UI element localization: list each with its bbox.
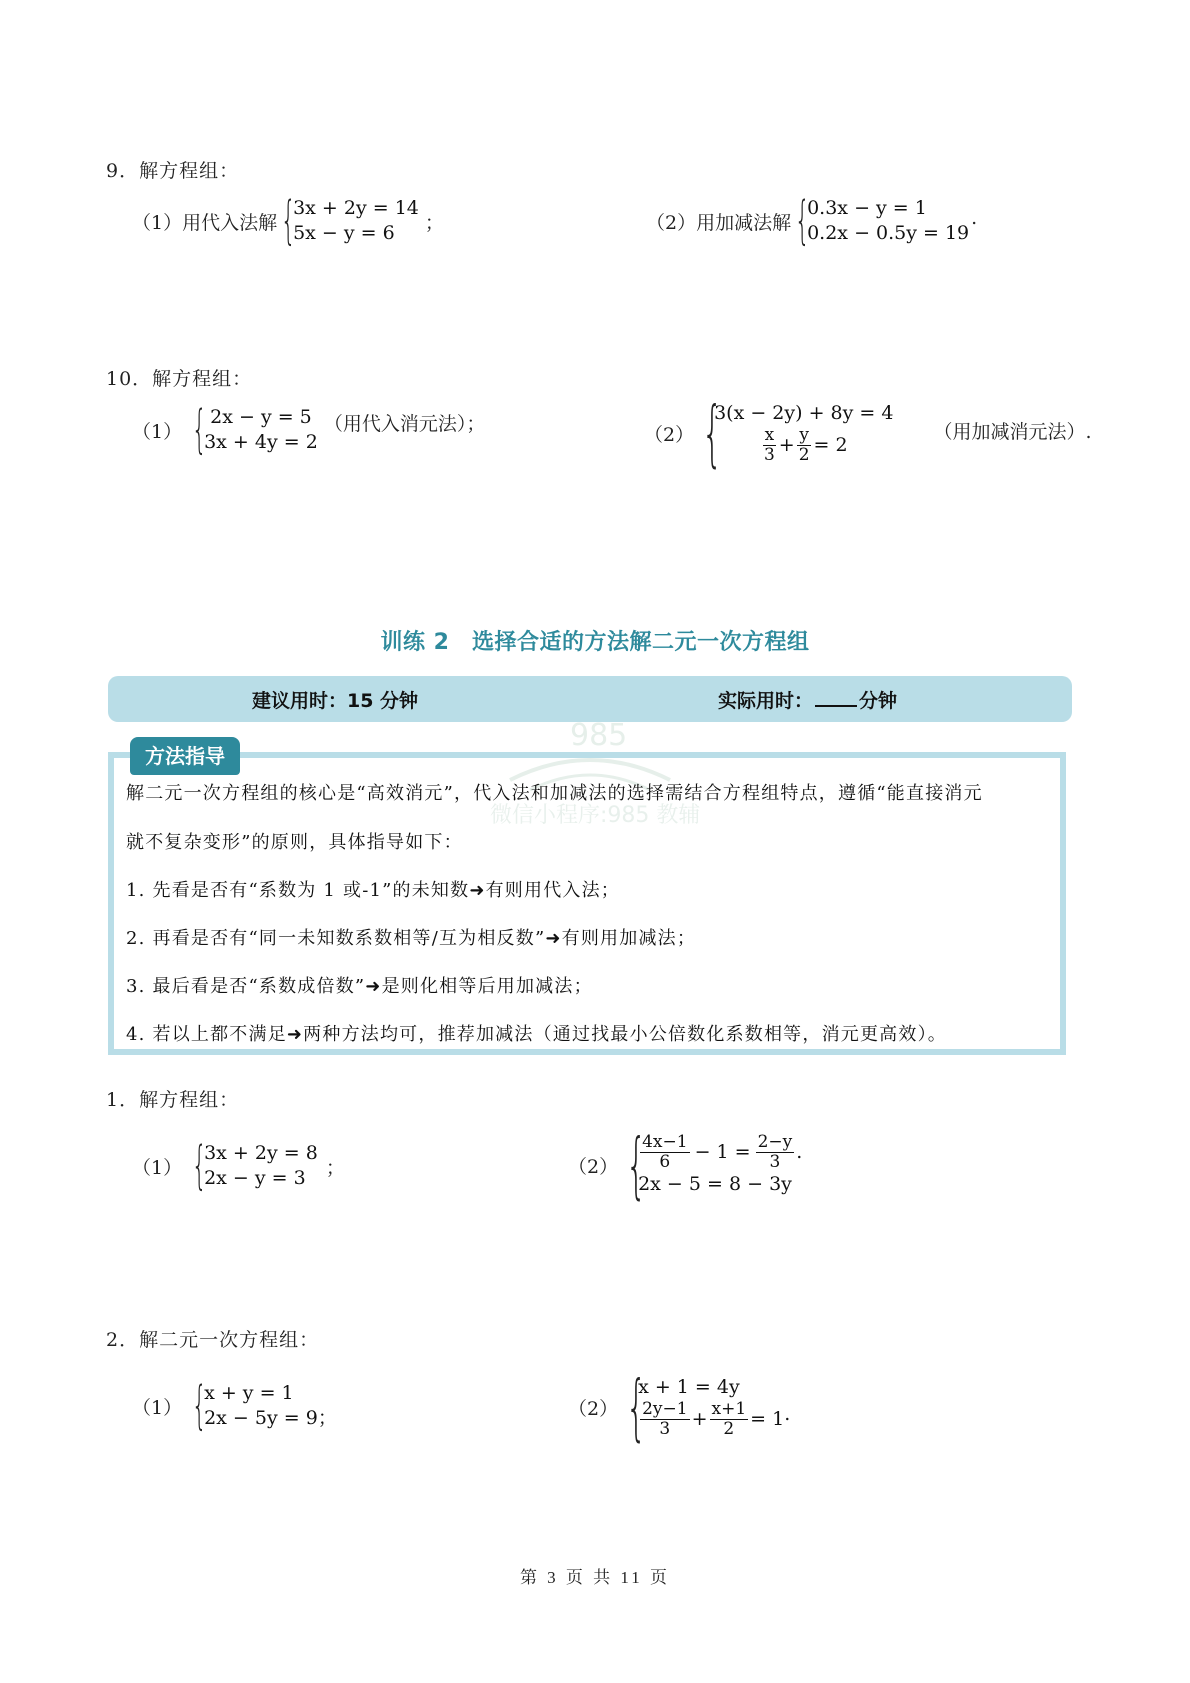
question-10-title: 10．解方程组： [106, 368, 253, 390]
training-question-1-part-1 [132, 1136, 345, 1196]
training-question-1-part-2 [568, 1123, 803, 1207]
brace-icon: { [625, 1365, 647, 1449]
equation-system [204, 1141, 318, 1191]
punctuation: ； [325, 1156, 345, 1179]
training-question-1-title: 1．解方程组： [106, 1089, 240, 1111]
question-9-title: 9．解方程组： [106, 160, 240, 182]
equation-system [714, 401, 893, 465]
training-question-2-part-1 [132, 1376, 337, 1436]
punctuation: . [971, 207, 978, 229]
brace-icon: { [625, 1123, 647, 1207]
section-title: 训练 2 选择合适的方法解二元一次方程组 [380, 630, 810, 655]
equation: 3x + 4y = 2 [204, 431, 318, 453]
method-note: （用代入消元法）； [323, 412, 486, 435]
equation: $\frac{x}{3}$ + $\frac{y}{2}$ = 2 [763, 425, 848, 465]
brace-icon: { [191, 400, 207, 460]
equation: $\frac{4x-1}{6}$ − 1 = $\frac{2-y}{3}$ . [642, 1132, 803, 1172]
equation: 2x − 5 = 8 − 3y [638, 1173, 792, 1195]
method-intro-line-2: 就不复杂变形”的原则，具体指导如下： [126, 832, 463, 853]
brace-icon: { [191, 1376, 207, 1436]
part-label: （1） [132, 420, 183, 443]
equation-system [807, 196, 969, 246]
method-intro-line-1: 解二元一次方程组的核心是“高效消元”，代入法和加减法的选择需结合方程组特点，遵循“能直接消元 [126, 783, 983, 804]
equation: 3x + 2y = 8 [204, 1142, 318, 1164]
suggested-time: 建议用时：15 分钟 [252, 690, 419, 712]
equation: 2x − 5y = 9； [204, 1407, 337, 1429]
brace-icon: { [280, 191, 296, 251]
equation: x + 1 = 4y [638, 1376, 740, 1398]
method-item-1: 1. 先看是否有“系数为 1 或-1”的未知数➜有则用代入法； [126, 880, 621, 901]
method-item-2: 2. 再看是否有“同一未知数系数相等/互为相反数”➜有则用加减法； [126, 928, 697, 949]
equation: 3(x − 2y) + 8y = 4 [714, 402, 894, 424]
method-item-4: 4. 若以上都不满足➜两种方法均可，推荐加减法（通过找最小公倍数化系数相等，消元更高效）。 [126, 1024, 947, 1045]
method-guide-tab: 方法指导 [130, 737, 240, 775]
training-question-2-title: 2．解二元一次方程组： [106, 1329, 320, 1351]
equation-system [204, 405, 318, 455]
part-label: （2）用加减法解 [646, 211, 792, 234]
equation: 0.3x − y = 1 [807, 197, 927, 219]
equation: 5x − y = 6 [293, 222, 395, 244]
brace-icon: { [191, 1136, 207, 1196]
equation: 3x + 2y = 14 [293, 197, 419, 219]
equation-system [638, 1375, 790, 1439]
time-bar [108, 676, 1072, 722]
actual-time: 实际用时： 分钟 [718, 690, 898, 712]
part-label: （1）用代入法解 [132, 211, 278, 234]
equation: x + y = 1 [204, 1382, 294, 1404]
fraction: $\frac{2y-1}{3}$ [642, 1399, 688, 1439]
fraction: $\frac{y}{2}$ [798, 425, 810, 465]
question-9-part-2 [646, 191, 978, 251]
question-9-part-1 [132, 191, 444, 251]
training-question-2-part-2 [568, 1365, 791, 1449]
page-footer: 第 3 页 共 11 页 [519, 1568, 671, 1587]
equation-system [204, 1381, 337, 1431]
fraction: $\frac{2-y}{3}$ [757, 1132, 793, 1172]
equation: 2x − y = 3 [204, 1167, 306, 1189]
equation: 2x − y = 5 [210, 406, 312, 428]
part-label: （1） [132, 1396, 183, 1419]
method-note: （用加减消元法）. [933, 420, 1092, 443]
question-10-part-1 [132, 400, 486, 460]
actual-time-blank[interactable] [815, 689, 857, 707]
brace-icon: { [701, 391, 723, 475]
brace-icon: { [794, 191, 810, 251]
fraction: $\frac{x+1}{2}$ [711, 1399, 747, 1439]
part-label: （1） [132, 1156, 183, 1179]
svg-text:985: 985 [570, 720, 628, 753]
equation: $\frac{2y-1}{3}$ + $\frac{x+1}{2}$ = 1 . [642, 1399, 791, 1439]
method-item-3: 3. 最后看是否“系数成倍数”➜是则化相等后用加减法； [126, 976, 593, 997]
equation-system [638, 1133, 802, 1197]
equation-system [293, 196, 419, 246]
punctuation: . [784, 1403, 791, 1425]
part-label: （2） [568, 1155, 619, 1178]
question-10-part-2 [644, 391, 1092, 475]
fraction: $\frac{4x-1}{6}$ [642, 1132, 688, 1172]
fraction: $\frac{x}{3}$ [763, 425, 775, 465]
punctuation: ； [424, 211, 444, 234]
punctuation: . [796, 1141, 803, 1163]
equation: 0.2x − 0.5y = 19 [807, 222, 970, 244]
part-label: （2） [568, 1397, 619, 1420]
watermark: 微信小程序:985 教辅 [490, 803, 701, 828]
part-label: （2） [644, 423, 695, 446]
